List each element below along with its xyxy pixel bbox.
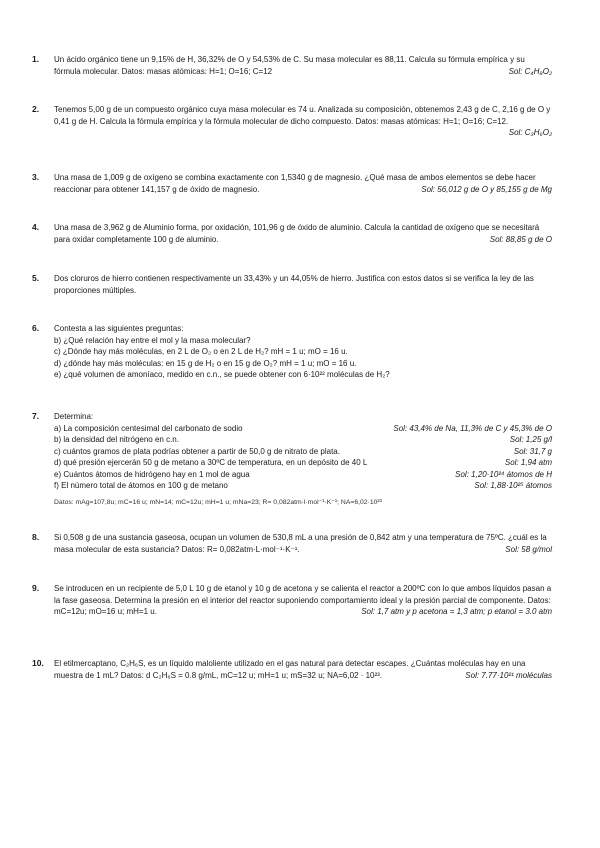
determine-solution: Sol: 1,20·10²⁴ átomos de H bbox=[455, 469, 552, 479]
data-constants: Datos: mAg=107,8u; mC=16 u; mN=14; mC=12u; mH=1 u; mNa=23; R= 0,082atm·l·mol⁻¹·K⁻¹; NA=6,02·10²³ bbox=[54, 498, 382, 506]
problem-8 bbox=[32, 532, 552, 555]
problem-solution: Sol: C₄H₈O₂ bbox=[508, 66, 552, 76]
determine-question: e) Cuántos átomos de hidrógeno hay en 1 mol de agua bbox=[54, 469, 250, 479]
problem-number: 5. bbox=[32, 273, 40, 283]
question-item: d) ¿dónde hay más moléculas: en 15 g de H₂ o en 15 g de O₂? mH = 1 u; mO = 16 u. bbox=[54, 358, 357, 368]
problem-solution: Sol: 58 g/mol bbox=[505, 544, 552, 554]
problem-text: Un ácido orgánico tiene un 9,15% de H, 36,32% de O y 54,53% de C. Su masa molecular es 88,11. Calcula su fórmula empírica y su fórmula molecular. Datos: masas atómicas: H=1; O=16; C=12 bbox=[54, 55, 525, 76]
problem-5 bbox=[32, 273, 552, 296]
problem-solution: Sol: 7.77·10²¹ moléculas bbox=[465, 670, 552, 680]
problem-solution: Sol: 1,7 atm y p acetona = 1,3 atm; p etanol = 3.0 atm bbox=[361, 607, 552, 616]
determine-row bbox=[54, 446, 552, 458]
determine-solution: Sol: 43,4% de Na, 11,3% de C y 45,3% de O bbox=[393, 423, 552, 433]
problem-number: 2. bbox=[32, 104, 40, 114]
problem-text: Dos cloruros de hierro contienen respectivamente un 33,43% y un 44,05% de hierro. Justifica con estos datos si se verifica la ley de las proporciones múltiples. bbox=[54, 274, 534, 295]
determine-question: a) La composición centesimal del carbonato de sodio bbox=[54, 423, 243, 433]
problem-number: 1. bbox=[32, 54, 40, 64]
determine-question: b) la densidad del nitrógeno en c.n. bbox=[54, 435, 179, 444]
problem-4 bbox=[32, 222, 552, 245]
determine-solution: Sol: 1,94 atm bbox=[504, 458, 552, 467]
determine-row bbox=[54, 434, 552, 446]
problem-solution: Sol: 56,012 g de O y 85,155 g de Mg bbox=[421, 184, 552, 194]
question-list bbox=[54, 335, 552, 381]
determine-row bbox=[54, 480, 552, 492]
problem-number: 3. bbox=[32, 172, 40, 182]
determine-solution: Sol: 1,88·10²⁵ átomos bbox=[474, 481, 552, 490]
question-item: e) ¿qué volumen de amoníaco, medido en c.n., se puede obtener con 6·10²² moléculas de H₂? bbox=[54, 370, 390, 379]
problem-text: Una masa de 1,009 g de oxígeno se combina exactamente con 1,5340 g de magnesio. ¿Qué masa de ambos elementos se debe hacer reaccionar para obtener 141,157 g de óxido de magnesio. bbox=[54, 173, 536, 194]
problem-3 bbox=[32, 172, 552, 195]
determine-solution: Sol: 31,7 g bbox=[513, 446, 552, 456]
problem-text: Contesta a las siguientes preguntas: bbox=[54, 324, 184, 333]
determine-question: f) El número total de átomos en 100 g de metano bbox=[54, 481, 228, 490]
problem-number: 4. bbox=[32, 222, 40, 232]
problem-text: El etilmercaptano, C₂H₆S, es un líquido maloliente utilizado en el gas natural para detectar escapes. ¿Cuántas moléculas hay en una muestra de 1 mL? Datos: d C₂H₆S = 0.8 g/mL, mC=12 u; mH=1 u; mS=32 u; NA=6,02 · 10²³. bbox=[54, 659, 526, 680]
determine-question: c) cuántos gramos de plata podrías obtener a partir de 50,0 g de nitrato de plata. bbox=[54, 446, 340, 456]
determine-solution: Sol: 1,25 g/l bbox=[509, 435, 552, 444]
problem-10 bbox=[32, 658, 552, 681]
determine-row bbox=[54, 457, 552, 469]
problem-number: 8. bbox=[32, 532, 40, 542]
determine-row bbox=[54, 469, 552, 481]
problem-number: 10. bbox=[32, 658, 44, 668]
determine-question: d) qué presión ejercerán 50 g de metano a 30ºC de temperatura, en un depósito de 40 L bbox=[54, 458, 368, 467]
problem-solution: Sol: C₃H₆O₂ bbox=[508, 128, 552, 137]
problem-number: 9. bbox=[32, 583, 40, 593]
problem-6 bbox=[32, 323, 552, 381]
problem-text: Determina: bbox=[54, 412, 94, 421]
problem-solution: Sol: 88,85 g de O bbox=[489, 234, 552, 244]
problem-7 bbox=[32, 411, 552, 508]
problem-number: 6. bbox=[32, 323, 40, 333]
problem-text: Una masa de 3,962 g de Aluminio forma, por oxidación, 101,96 g de óxido de aluminio. Calcula la cantidad de oxígeno que se necesitará para oxidar completamente 100 g de aluminio. bbox=[54, 223, 540, 244]
problem-number: 7. bbox=[32, 411, 40, 421]
problem-1 bbox=[32, 54, 552, 77]
problem-text: Si 0,508 g de una sustancia gaseosa, ocupan un volumen de 530,8 mL a una presión de 0,842 atm y una temperatura de 75ºC. ¿cuál es la masa molecular de esta sustancia? Datos: R= 0,082atm·L·mol⁻¹·K⁻¹. bbox=[54, 533, 547, 554]
question-item: b) ¿Qué relación hay entre el mol y la masa molecular? bbox=[54, 335, 251, 345]
problem-2 bbox=[32, 104, 552, 139]
problem-text: Tenemos 5,00 g de un compuesto orgánico cuya masa molecular es 74 u. Analizada su composición, obtenemos 2,43 g de C, 2,16 g de O y 0,41 g de H. Calcula la fórmula empírica y la fórmula molecular de dicho compuesto. Datos: masas atómicas: H=1; O=16; C=12. bbox=[54, 105, 551, 126]
determine-row bbox=[54, 423, 552, 435]
problem-text: Se introducen en un recipiente de 5,0 L 10 g de etanol y 10 g de acetona y se calienta el reactor a 200ºC con lo que ambos líquidos pasan a la fase gaseosa. Determina la presión en el interior del reactor suponiendo comportamiento ideal y la presión parcial de componente. Datos: mC=12u; mO=16 u; mH=1 u. bbox=[54, 584, 552, 616]
question-item: c) ¿Dónde hay más moléculas, en 2 L de O₂ o en 2 L de H₂? mH = 1 u; mO = 16 u. bbox=[54, 347, 348, 356]
problem-9 bbox=[32, 583, 552, 618]
